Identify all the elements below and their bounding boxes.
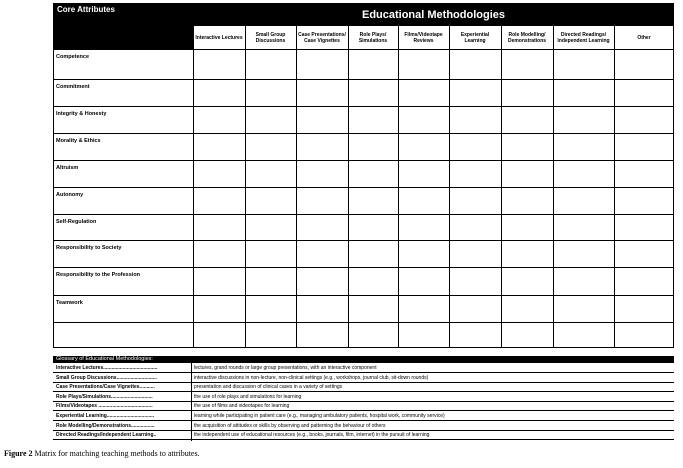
row-divider-11 bbox=[53, 322, 674, 323]
attribute-row-label-3: Integrity & Honesty bbox=[56, 111, 107, 117]
glossary-term: Small Group Discussions............................. bbox=[56, 374, 157, 381]
glossary-term: Role Plays/Simulations.............................. bbox=[56, 393, 153, 400]
glossary-term: Role Modelling/Demonstrations................. bbox=[56, 422, 155, 429]
glossary-definition: lectures, grand rounds or large group presentations, with an interactive component bbox=[194, 365, 377, 371]
methodology-header-4: Role Plays/ Simulations bbox=[358, 31, 388, 44]
row-divider-5 bbox=[53, 160, 674, 161]
methodology-header-7: Role Modelling/ Demonstrations bbox=[507, 31, 547, 44]
row-divider-6 bbox=[53, 187, 674, 188]
attribute-row-label-8: Responsibility to Society bbox=[56, 245, 122, 251]
figure-caption-text: Matrix for matching teaching methods to attributes. bbox=[34, 449, 200, 458]
glossary-definition: presentation and discussion of clinical cases in a variety of settings bbox=[194, 384, 343, 391]
figure-label: Figure 2 bbox=[4, 449, 33, 458]
row-divider-9 bbox=[53, 267, 674, 268]
glossary-entry bbox=[53, 383, 674, 392]
methodology-header-5: Films/Videotape Reviews bbox=[404, 31, 443, 44]
core-attributes-label: Core Attributes bbox=[57, 5, 115, 14]
attribute-row-label-5: Altruism bbox=[56, 165, 79, 171]
glossary-entry bbox=[53, 402, 674, 411]
glossary-term: Interactive Lectures....................................... bbox=[56, 365, 158, 371]
attribute-row-label-2: Commitment bbox=[56, 84, 90, 90]
row-divider-12 bbox=[53, 347, 674, 348]
methodology-header-8: Directed Readings/ Independent Learning bbox=[557, 31, 610, 44]
glossary-entry bbox=[53, 422, 674, 431]
row-divider-1 bbox=[53, 49, 674, 50]
glossary-term: Experiential Learning.................................. bbox=[56, 413, 155, 419]
methodology-header-2: Small Group Discussions bbox=[255, 31, 286, 44]
attributes-matrix-table bbox=[53, 3, 674, 348]
attribute-row-label-1: Competence bbox=[56, 54, 90, 60]
attribute-row-label-4: Morality & Ethics bbox=[56, 138, 101, 144]
attribute-row-label-11 bbox=[53, 322, 193, 348]
core-attributes-header bbox=[53, 3, 193, 49]
glossary-entry bbox=[53, 374, 674, 383]
methodologies-title: Educational Methodologies bbox=[361, 8, 505, 21]
glossary-definition: the independent use of educational resources (e.g., books, journals, film, internet) in the pursuit of learning bbox=[194, 432, 430, 439]
core-column-divider bbox=[193, 3, 194, 348]
row-divider-8 bbox=[53, 240, 674, 241]
methodology-header-3: Case Presentations/ Case Vignettes bbox=[298, 31, 346, 44]
methodology-header-9: Other bbox=[637, 34, 651, 41]
glossary-entry bbox=[53, 412, 674, 421]
figure-caption bbox=[4, 449, 200, 458]
glossary-title: Glossary of Educational Methodologies: bbox=[53, 356, 674, 363]
row-divider-3 bbox=[53, 106, 674, 107]
attribute-row-label-10: Teamwork bbox=[56, 300, 83, 306]
row-divider-10 bbox=[53, 295, 674, 296]
attribute-row-label-6: Autonomy bbox=[56, 192, 84, 198]
glossary-term: Films/Videotapes ....................................... bbox=[56, 403, 153, 410]
methodology-header-1: Interactive Lectures bbox=[195, 34, 243, 41]
glossary-definition: learning while participating in patient care (e.g., managing ambulatory patients, hospital work, community service) bbox=[194, 413, 445, 419]
glossary-panel bbox=[53, 356, 674, 441]
glossary-entry bbox=[53, 364, 674, 373]
row-divider-7 bbox=[53, 214, 674, 215]
row-divider-2 bbox=[53, 79, 674, 80]
glossary-definition: interactive discussions in non-lecture, non-clinical settings (e.g., workshops, journal club, sit-down rounds) bbox=[194, 374, 429, 381]
glossary-definition: the use of films and videotapes for learning bbox=[194, 403, 290, 410]
row-divider-4 bbox=[53, 133, 674, 134]
glossary-entry bbox=[53, 393, 674, 402]
attribute-row-label-7: Self-Regulation bbox=[56, 219, 97, 225]
methodology-header-6: Experiential Learning bbox=[460, 31, 490, 44]
glossary-definition: the use of role plays and simulations for learning bbox=[194, 393, 302, 400]
attribute-row-label-9: Responsibility to the Profession bbox=[56, 272, 141, 278]
glossary-term: Case Presentations/Case Vignettes........... bbox=[56, 384, 155, 391]
glossary-entry bbox=[53, 431, 674, 440]
methodologies-header bbox=[193, 3, 674, 26]
glossary-definition: the acquisition of attitudes or skills by observing and patterning the behaviour of others bbox=[194, 422, 386, 429]
table-border-left bbox=[53, 3, 54, 348]
glossary-term: Directed Readings/Independent Learning.. bbox=[56, 432, 157, 439]
